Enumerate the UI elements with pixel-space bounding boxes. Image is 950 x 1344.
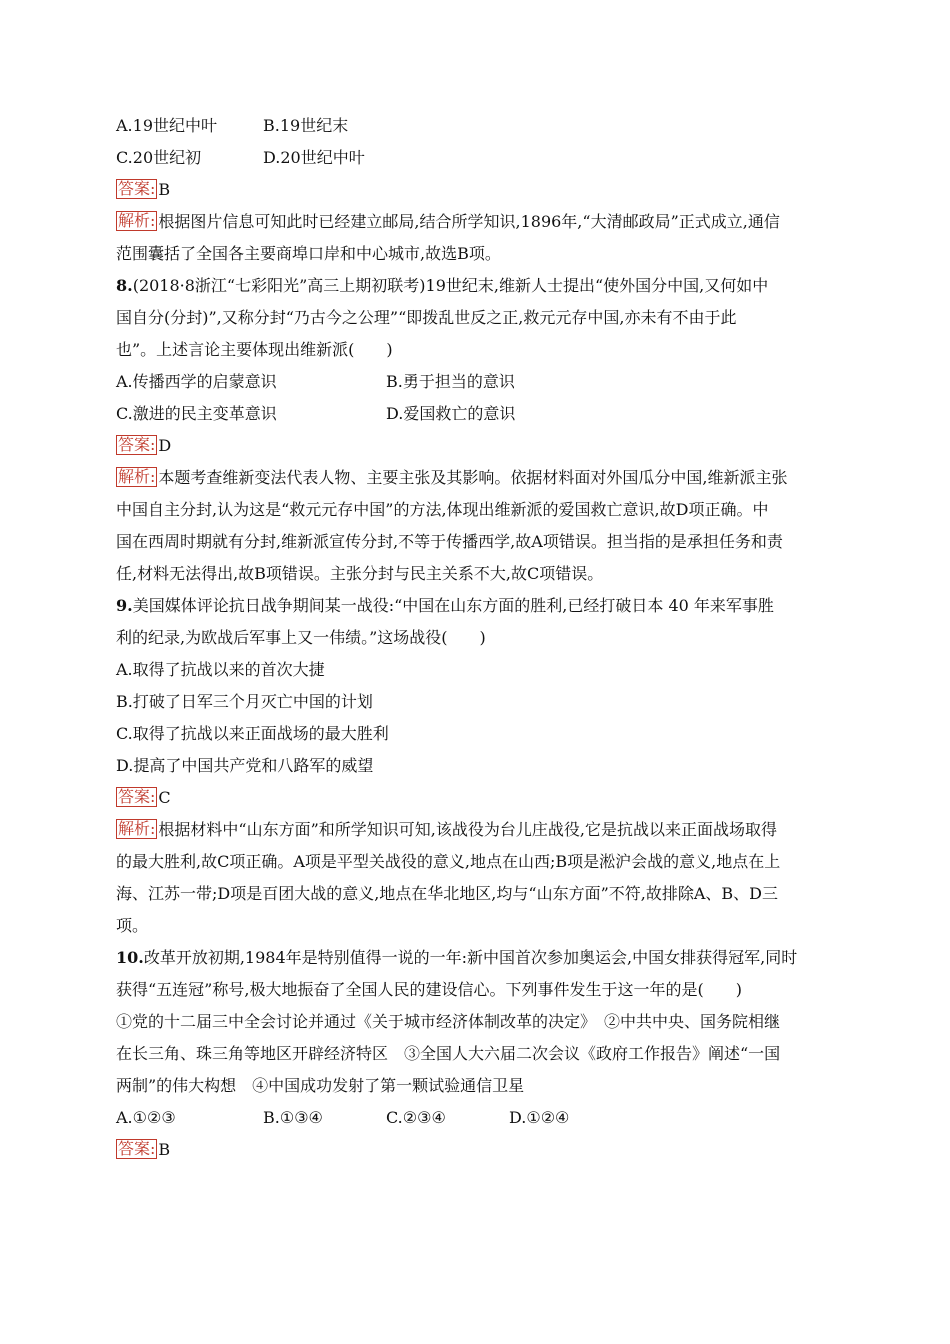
q8-option-b: B.勇于担当的意识	[386, 372, 515, 391]
question-stem: 美国媒体评论抗日战争期间某一战役:“中国在山东方面的胜利,已经打破日本 40 年来军事胜	[132, 596, 774, 615]
q9-analysis-line-1	[116, 814, 838, 846]
q9-option-b: B.打破了日军三个月灭亡中国的计划	[116, 692, 373, 711]
answer-tag: 答案:	[118, 435, 156, 454]
q9-option-c: C.取得了抗战以来正面战场的最大胜利	[116, 724, 389, 743]
q9-analysis-line-4: 项。	[116, 916, 149, 935]
q10-stem-line-4: 在长三角、珠三角等地区开辟经济特区 ③全国人大六届二次会议《政府工作报告》阐述“一国	[116, 1044, 781, 1063]
q9-stem-line-1	[116, 590, 838, 622]
q10-option-d: D.①②④	[509, 1108, 570, 1127]
q8-analysis-line-3: 国在西周时期就有分封,维新派宣传分封,不等于传播西学,故A项错误。担当指的是承担任务和责	[116, 532, 783, 551]
question-number: 8.	[116, 276, 133, 295]
analysis-tag: 解析:	[118, 467, 156, 486]
q9-option-d: D.提高了中国共产党和八路军的威望	[116, 756, 374, 775]
analysis-text: 根据图片信息可知此时已经建立邮局,结合所学知识,1896年,“大清邮政局”正式成立,通信	[158, 212, 780, 231]
question-number: 9.	[116, 596, 133, 615]
q8-options-row-1	[116, 366, 838, 398]
q7-option-a: A.19世纪中叶	[116, 116, 218, 135]
q7-analysis-line-2: 范围囊括了全国各主要商埠口岸和中心城市,故选B项。	[116, 244, 501, 263]
q7-analysis-line-1	[116, 206, 838, 238]
q8-stem-line-2: 国自分(分封)”,又称分封“乃古今之公理”“即拨乱世反之正,救元元存中国,亦未有不由于此	[116, 308, 737, 327]
question-stem: 改革开放初期,1984年是特别值得一说的一年:新中国首次参加奥运会,中国女排获得冠军,同时	[143, 948, 798, 967]
q10-options-row	[116, 1102, 838, 1134]
q10-option-c: C.②③④	[386, 1108, 446, 1127]
q9-stem-line-2: 利的纪录,为欧战后军事上又一伟绩。”这场战役( )	[116, 628, 486, 647]
q9-option-a: A.取得了抗战以来的首次大捷	[116, 660, 325, 679]
analysis-text: 本题考查维新变法代表人物、主要主张及其影响。依据材料面对外国瓜分中国,维新派主张	[158, 468, 788, 487]
q9-analysis-line-3: 海、江苏一带;D项是百团大战的意义,地点在华北地区,均与“山东方面”不符,故排除A、B、D三	[116, 884, 778, 903]
q7-options-row-2	[116, 142, 838, 174]
answer-value: B	[158, 180, 171, 199]
analysis-tag: 解析:	[118, 211, 156, 230]
q7-options-row-1	[116, 110, 838, 142]
analysis-text: 根据材料中“山东方面”和所学知识可知,该战役为台儿庄战役,它是抗战以来正面战场取得	[158, 820, 777, 839]
q8-analysis-line-1	[116, 462, 838, 494]
q10-option-b: B.①③④	[263, 1108, 323, 1127]
q7-option-c: C.20世纪初	[116, 148, 202, 167]
q8-option-a: A.传播西学的启蒙意识	[116, 372, 277, 391]
q9-answer	[116, 782, 838, 814]
q10-stem-line-1	[116, 942, 838, 974]
q10-stem-line-3: ①党的十二届三中全会讨论并通过《关于城市经济体制改革的决定》 ②中共中央、国务院相继	[116, 1012, 781, 1031]
answer-tag: 答案:	[118, 179, 156, 198]
answer-value: B	[158, 1140, 171, 1159]
q10-answer	[116, 1134, 838, 1166]
answer-tag: 答案:	[118, 787, 156, 806]
q7-option-b: B.19世纪末	[263, 116, 349, 135]
document-page	[116, 110, 838, 1166]
answer-value: C	[158, 788, 171, 807]
q8-option-d: D.爱国救亡的意识	[386, 404, 516, 423]
q8-stem-line-1	[116, 270, 838, 302]
q8-option-c: C.激进的民主变革意识	[116, 404, 277, 423]
q10-stem-line-5: 两制”的伟大构想 ④中国成功发射了第一颗试验通信卫星	[116, 1076, 525, 1095]
q7-answer	[116, 174, 838, 206]
q8-analysis-line-2: 中国自主分封,认为这是“救元元存中国”的方法,体现出维新派的爱国救亡意识,故D项正确。中	[116, 500, 769, 519]
q8-answer	[116, 430, 838, 462]
q8-analysis-line-4: 任,材料无法得出,故B项错误。主张分封与民主关系不大,故C项错误。	[116, 564, 604, 583]
q7-option-d: D.20世纪中叶	[263, 148, 365, 167]
answer-value: D	[158, 436, 172, 455]
q9-analysis-line-2: 的最大胜利,故C项正确。A项是平型关战役的意义,地点在山西;B项是淞沪会战的意义,地点在上	[116, 852, 781, 871]
q10-stem-line-2: 获得“五连冠”称号,极大地振奋了全国人民的建设信心。下列事件发生于这一年的是( )	[116, 980, 742, 999]
q8-stem-line-3: 也”。上述言论主要体现出维新派( )	[116, 340, 393, 359]
question-stem: (2018·8浙江“七彩阳光”高三上期初联考)19世纪末,维新人士提出“使外国分中国,又何如中	[132, 276, 769, 295]
answer-tag: 答案:	[118, 1139, 156, 1158]
q10-option-a: A.①②③	[116, 1108, 176, 1127]
q8-options-row-2	[116, 398, 838, 430]
question-number: 10.	[116, 948, 144, 967]
analysis-tag: 解析:	[118, 819, 156, 838]
